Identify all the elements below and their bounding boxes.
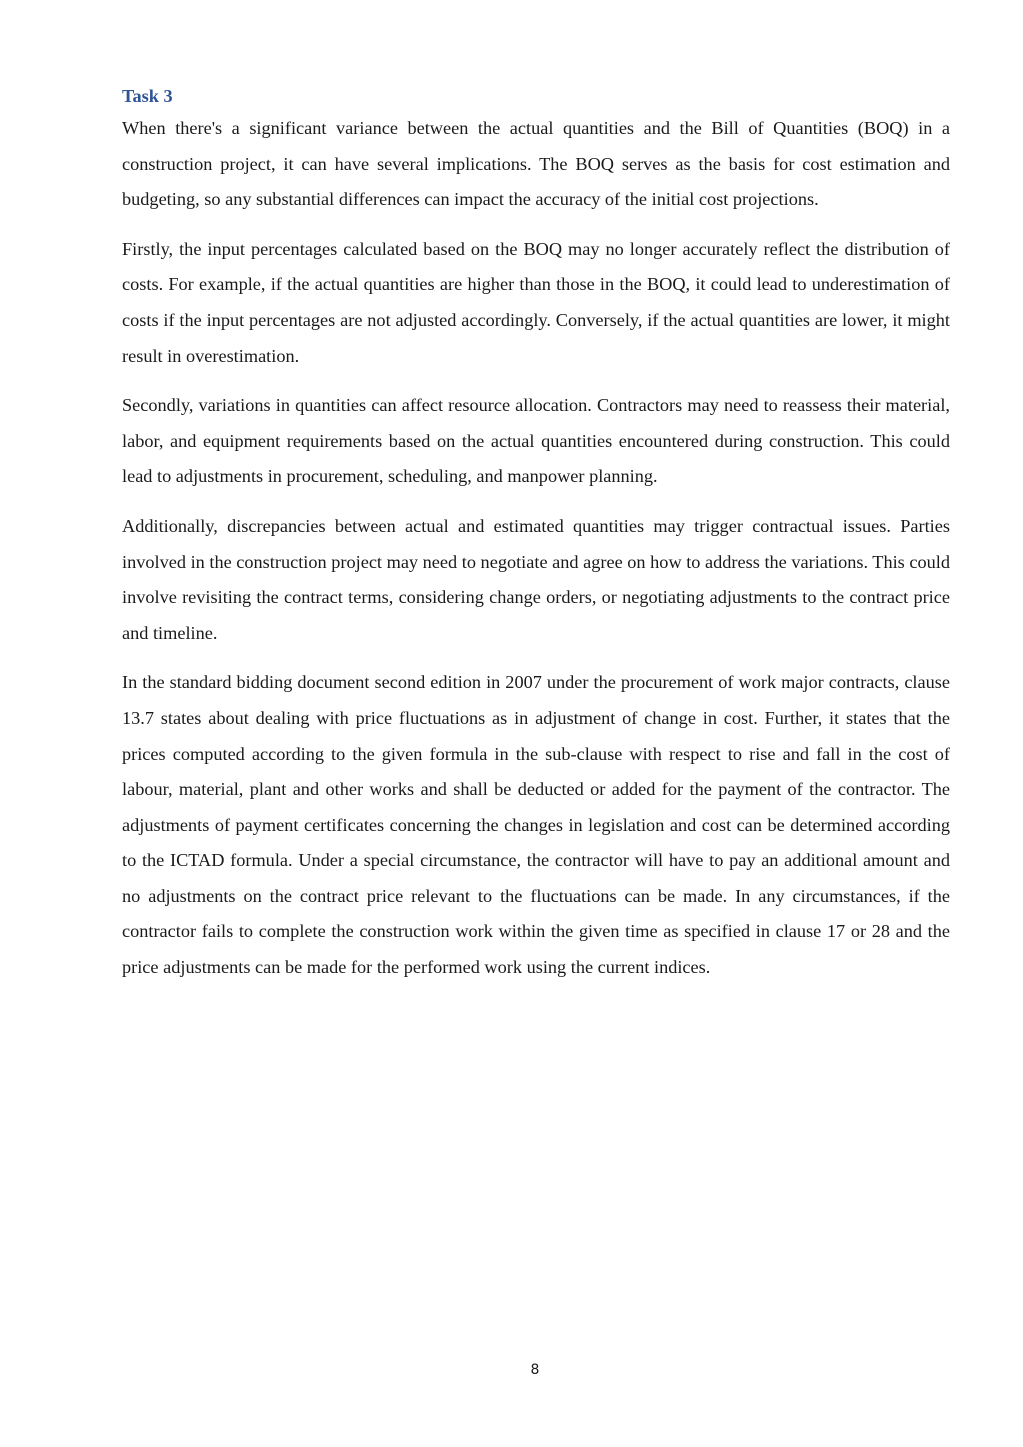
paragraph-firstly: Firstly, the input percentages calculated based on the BOQ may no longer accurately reflect the distribution of costs. For example, if the actual quantities are higher than those in the BOQ, it could lead to underestimation of costs if the input percentages are not adjusted accordingly. Conversely, if the actual quantities are lower, it might result in overestimation. [122,238,950,366]
paragraph-standard-bidding: In the standard bidding document second edition in 2007 under the procurement of work major contracts, clause 13.7 states about dealing with price fluctuations as in adjustment of change in cost. Further, it states that the prices computed according to the given formula in the sub-clause with respect to rise and fall in the cost of labour, material, plant and other works and shall be deducted or added for the payment of the contractor. The adjustments of payment certificates concerning the changes in legislation and cost can be determined according to the ICTAD formula. Under a special circumstance, the contractor will have to pay an additional amount and no adjustments on the contract price relevant to the fluctuations can be made. In any circumstances, if the contractor fails to complete the construction work within the given time as specified in clause 17 or 28 and the price adjustments can be made for the performed work using the current indices. [122,672,950,978]
paragraph-additionally: Additionally, discrepancies between actual and estimated quantities may trigger contractual issues. Parties involved in the construction project may need to negotiate and agree on how to address the variations. This could involve revisiting the contract terms, considering change orders, or negotiating adjustments to the contract price and timeline. [122,515,950,643]
page-content [122,83,950,1000]
paragraph-intro: When there's a significant variance between the actual quantities and the Bill of Quantities (BOQ) in a construction project, it can have several implications. The BOQ serves as the basis for cost estimation and budgeting, so any substantial differences can impact the accuracy of the initial cost projections. [122,118,950,210]
paragraph-secondly: Secondly, variations in quantities can affect resource allocation. Contractors may need to reassess their material, labor, and equipment requirements based on the actual quantities encountered during construction. This could lead to adjustments in procurement, scheduling, and manpower planning. [122,395,950,487]
page-number: 8 [530,1362,540,1378]
section-heading: Task 3 [122,86,173,106]
